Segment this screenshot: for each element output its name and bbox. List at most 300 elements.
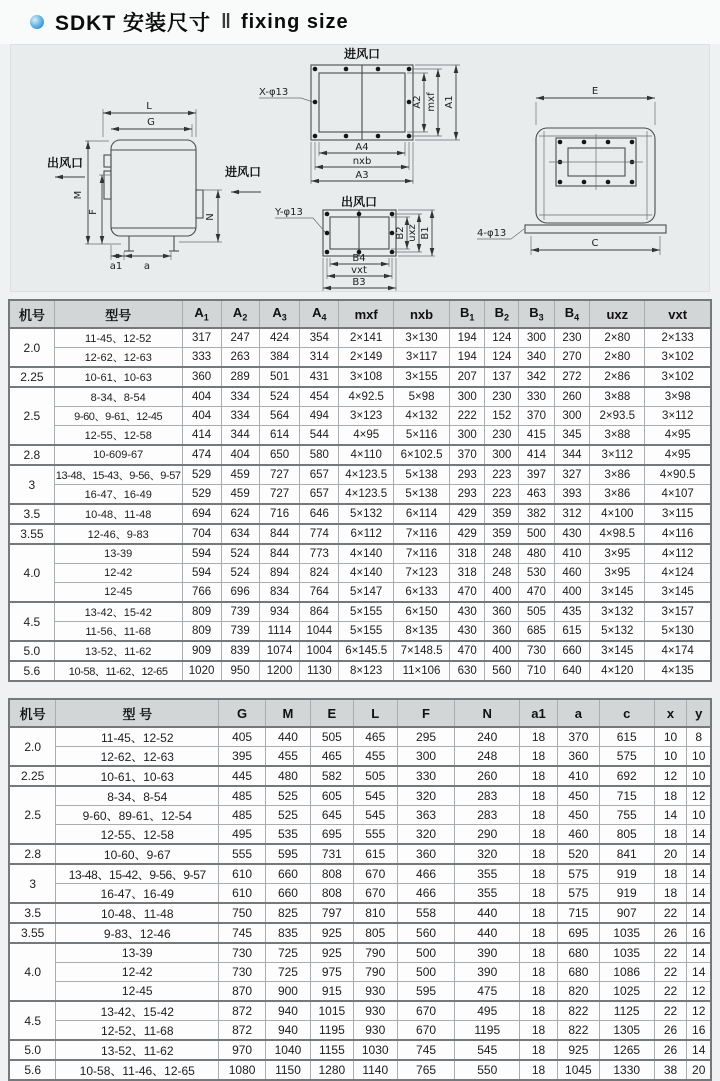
value-cell: 410 [554,544,590,564]
model-cell: 13-52、11-62 [56,1040,219,1060]
value-cell: 14 [687,943,711,963]
value-cell: 430 [449,602,485,622]
value-cell: 2×86 [590,367,645,387]
value-cell: 739 [221,602,259,622]
value-cell: 844 [259,544,300,564]
value-cell: 14 [687,903,711,923]
model-cell: 12-42 [56,963,219,982]
value-cell: 835 [266,923,311,943]
table-row [9,903,711,923]
value-cell: 950 [221,661,259,681]
value-cell: 390 [455,963,520,982]
model-cell: 9-60、9-61、12-45 [54,407,182,426]
value-cell: 940 [266,1001,311,1021]
value-cell: 1035 [599,923,654,943]
value-cell: 4×95 [645,445,711,465]
value-cell: 466 [397,864,455,884]
value-cell: 194 [449,348,485,368]
model-cell: 12-42 [54,564,182,583]
hole-label-x: X-φ13 [259,87,289,98]
value-cell: 3×88 [590,387,645,407]
model-cell: 8-34、8-54 [54,387,182,407]
value-cell: 485 [219,786,266,806]
column-header: 机号 [9,300,54,328]
value-cell: 505 [310,727,353,747]
value-cell: 300 [519,328,555,348]
value-cell: 870 [219,982,266,1002]
value-cell: 359 [485,504,519,524]
model-cell: 12-62、12-63 [54,348,182,368]
dim-label-B4: B4 [352,253,366,264]
value-cell: 18 [520,884,558,904]
value-cell: 1265 [599,1040,654,1060]
value-cell: 370 [519,407,555,426]
dim-label-E: E [591,86,599,97]
value-cell: 293 [449,485,485,505]
value-cell: 805 [599,825,654,845]
value-cell: 692 [599,766,654,786]
value-cell: 14 [687,963,711,982]
dim-label-A4: A4 [355,142,369,153]
value-cell: 342 [519,367,555,387]
value-cell: 774 [300,524,339,544]
value-cell: 680 [557,963,599,982]
value-cell: 575 [599,747,654,767]
value-cell: 6×145.5 [339,641,394,661]
value-cell: 1086 [599,963,654,982]
value-cell: 283 [455,806,520,825]
inlet-flange-view [259,46,460,184]
value-cell: 263 [221,348,259,368]
value-cell: 1040 [266,1040,311,1060]
value-cell: 4×92.5 [339,387,394,407]
value-cell: 841 [599,844,654,864]
value-cell: 16 [687,1021,711,1041]
value-cell: 344 [554,445,590,465]
value-cell: 8×135 [394,622,450,642]
value-cell: 640 [554,661,590,681]
value-cell: 4×174 [645,641,711,661]
column-header: $A_3$ [259,300,300,328]
value-cell: 3×132 [590,602,645,622]
value-cell: 405 [219,727,266,747]
column-header: M [266,699,311,727]
model-cell: 12-55、12-58 [56,825,219,845]
value-cell: 248 [455,747,520,767]
value-cell: 3×95 [590,564,645,583]
value-cell: 739 [221,622,259,642]
model-cell: 10-58、11-62、12-65 [54,661,182,681]
value-cell: 5×116 [394,426,450,446]
value-cell: 4×116 [645,524,711,544]
value-cell: 975 [310,963,353,982]
value-cell: 500 [397,943,455,963]
value-cell: 765 [397,1060,455,1080]
value-cell: 646 [300,504,339,524]
value-cell: 470 [449,583,485,603]
model-cell: 16-47、16-49 [56,884,219,904]
value-cell: 505 [353,766,397,786]
value-cell: 317 [182,328,221,348]
value-cell: 872 [219,1001,266,1021]
size-cell: 2.5 [9,387,54,445]
value-cell: 529 [182,485,221,505]
value-cell: 463 [519,485,555,505]
value-cell: 4×140 [339,544,394,564]
column-header: uxz [590,300,645,328]
value-cell: 810 [353,903,397,923]
value-cell: 4×107 [645,485,711,505]
table-row [9,923,711,943]
dim-label-B1: B1 [420,226,431,240]
page-title: SDKT 安装尺寸 [55,12,211,35]
value-cell: 919 [599,884,654,904]
value-cell: 2×149 [339,348,394,368]
value-cell: 555 [353,825,397,845]
dim-label-nxb: nxb [352,156,372,167]
value-cell: 4×95 [339,426,394,446]
value-cell: 5×130 [645,622,711,642]
value-cell: 340 [519,348,555,368]
value-cell: 808 [310,864,353,884]
value-cell: 624 [221,504,259,524]
title-separator: ‖ [221,10,231,33]
table-row [9,641,711,661]
value-cell: 431 [300,367,339,387]
value-cell: 137 [485,367,519,387]
value-cell: 440 [455,903,520,923]
value-cell: 610 [219,884,266,904]
value-cell: 18 [654,884,687,904]
model-cell: 16-47、16-49 [54,485,182,505]
model-cell: 11-45、12-52 [56,727,219,747]
value-cell: 4×100 [590,504,645,524]
value-cell: 390 [455,943,520,963]
value-cell: 809 [182,622,221,642]
value-cell: 400 [554,583,590,603]
table-row [9,426,711,446]
value-cell: 564 [259,407,300,426]
value-cell: 1140 [353,1060,397,1080]
value-cell: 790 [353,943,397,963]
value-cell: 207 [449,367,485,387]
value-cell: 429 [449,524,485,544]
value-cell: 410 [557,766,599,786]
value-cell: 360 [557,747,599,767]
value-cell: 535 [266,825,311,845]
value-cell: 650 [259,445,300,465]
value-cell: 4×120 [590,661,645,681]
value-cell: 393 [554,485,590,505]
value-cell: 4×110 [339,445,394,465]
dim-label-mxf: mxf [426,92,437,112]
value-cell: 1074 [259,641,300,661]
value-cell: 470 [519,583,555,603]
column-header: $A_1$ [182,300,221,328]
value-cell: 360 [397,844,455,864]
value-cell: 6×112 [339,524,394,544]
size-cell: 4.0 [9,943,56,1001]
value-cell: 645 [310,806,353,825]
value-cell: 18 [654,786,687,806]
value-cell: 3×88 [590,426,645,446]
diagram-panel [10,44,710,292]
table-row [9,328,711,348]
value-cell: 5×132 [590,622,645,642]
value-cell: 594 [182,564,221,583]
model-cell: 12-55、12-58 [54,426,182,446]
value-cell: 660 [266,884,311,904]
value-cell: 7×123 [394,564,450,583]
value-cell: 930 [353,982,397,1002]
value-cell: 18 [520,1040,558,1060]
value-cell: 560 [397,923,455,943]
dim-label-L: L [146,101,152,112]
value-cell: 1025 [599,982,654,1002]
value-cell: 3×123 [339,407,394,426]
model-cell: 12-45 [56,982,219,1002]
value-cell: 530 [519,564,555,583]
column-header: vxt [645,300,711,328]
value-cell: 300 [485,445,519,465]
value-cell: 124 [485,328,519,348]
value-cell: 404 [182,387,221,407]
value-cell: 727 [259,465,300,485]
value-cell: 915 [310,982,353,1002]
value-cell: 248 [485,564,519,583]
value-cell: 704 [182,524,221,544]
value-cell: 293 [449,465,485,485]
value-cell: 3×112 [590,445,645,465]
value-cell: 6×102.5 [394,445,450,465]
model-cell: 10-60、9-67 [56,844,219,864]
value-cell: 5×98 [394,387,450,407]
value-cell: 657 [300,485,339,505]
value-cell: 1195 [455,1021,520,1041]
dim-label-C: C [591,238,599,249]
value-cell: 22 [654,1001,687,1021]
table-row [9,884,711,904]
value-cell: 715 [599,786,654,806]
front-view [525,86,666,255]
value-cell: 300 [449,387,485,407]
value-cell: 4×135 [645,661,711,681]
column-header: $B_2$ [485,300,519,328]
value-cell: 18 [520,903,558,923]
value-cell: 715 [557,903,599,923]
value-cell: 230 [554,328,590,348]
model-cell: 13-48、15-42、9-56、9-57 [56,864,219,884]
value-cell: 1150 [266,1060,311,1080]
model-cell: 13-39 [56,943,219,963]
value-cell: 334 [221,407,259,426]
value-cell: 240 [455,727,520,747]
table-row [9,622,711,642]
value-cell: 1125 [599,1001,654,1021]
value-cell: 695 [310,825,353,845]
table-row [9,602,711,622]
column-header: $B_1$ [449,300,485,328]
size-cell: 2.25 [9,766,56,786]
table-row [9,786,711,806]
value-cell: 3×86 [590,485,645,505]
dim-label-M: M [73,190,84,200]
value-cell: 248 [485,544,519,564]
value-cell: 710 [519,661,555,681]
table-row [9,564,711,583]
value-cell: 614 [259,426,300,446]
value-cell: 524 [221,544,259,564]
model-cell: 10-609-67 [54,445,182,465]
value-cell: 4×123.5 [339,485,394,505]
value-cell: 925 [557,1040,599,1060]
column-header: x [654,699,687,727]
model-cell: 13-48、15-43、9-56、9-57 [54,465,182,485]
size-cell: 5.6 [9,661,54,681]
page-subtitle: fixing size [240,10,349,33]
value-cell: 3×145 [645,583,711,603]
value-cell: 5×155 [339,622,394,642]
model-cell: 13-39 [54,544,182,564]
value-cell: 3×102 [645,367,711,387]
value-cell: 459 [221,485,259,505]
column-header: c [599,699,654,727]
value-cell: 615 [353,844,397,864]
value-cell: 930 [353,1001,397,1021]
value-cell: 430 [554,524,590,544]
value-cell: 334 [221,387,259,407]
value-cell: 20 [654,844,687,864]
value-cell: 384 [259,348,300,368]
value-cell: 194 [449,328,485,348]
value-cell: 3×112 [645,407,711,426]
value-cell: 480 [266,766,311,786]
air-outlet-label-left: 出风口 [47,156,84,170]
title-bullet-icon [30,15,44,29]
value-cell: 290 [455,825,520,845]
value-cell: 345 [554,426,590,446]
value-cell: 223 [485,465,519,485]
value-cell: 260 [554,387,590,407]
value-cell: 495 [455,1001,520,1021]
value-cell: 222 [449,407,485,426]
value-cell: 660 [266,864,311,884]
value-cell: 494 [300,407,339,426]
column-header: E [310,699,353,727]
value-cell: 430 [449,622,485,642]
model-cell: 10-61、10-63 [56,766,219,786]
value-cell: 5×138 [394,485,450,505]
value-cell: 970 [219,1040,266,1060]
value-cell: 5×132 [339,504,394,524]
value-cell: 5×147 [339,583,394,603]
dim-label-A3: A3 [355,170,369,181]
value-cell: 474 [182,445,221,465]
value-cell: 424 [259,328,300,348]
value-cell: 18 [520,747,558,767]
column-header: $A_4$ [300,300,339,328]
size-cell: 3.55 [9,524,54,544]
value-cell: 1330 [599,1060,654,1080]
value-cell: 18 [520,766,558,786]
value-cell: 12 [687,982,711,1002]
value-cell: 1004 [300,641,339,661]
value-cell: 450 [557,786,599,806]
value-cell: 872 [219,1021,266,1041]
value-cell: 152 [485,407,519,426]
value-cell: 657 [300,465,339,485]
value-cell: 634 [221,524,259,544]
value-cell: 6×133 [394,583,450,603]
value-cell: 822 [557,1001,599,1021]
value-cell: 22 [654,903,687,923]
value-cell: 460 [554,564,590,583]
fixing-diagram-svg [11,45,709,291]
value-cell: 230 [485,387,519,407]
value-cell: 3×86 [590,465,645,485]
value-cell: 934 [259,602,300,622]
value-cell: 834 [259,583,300,603]
table-row [9,661,711,681]
value-cell: 660 [554,641,590,661]
value-cell: 764 [300,583,339,603]
value-cell: 460 [557,825,599,845]
column-header: N [455,699,520,727]
value-cell: 318 [449,564,485,583]
value-cell: 4×124 [645,564,711,583]
column-header: L [353,699,397,727]
value-cell: 10 [687,806,711,825]
value-cell: 2×141 [339,328,394,348]
value-cell: 330 [519,387,555,407]
model-cell: 10-48、11-48 [54,504,182,524]
value-cell: 7×116 [394,524,450,544]
value-cell: 230 [485,426,519,446]
value-cell: 560 [485,661,519,681]
value-cell: 1080 [219,1060,266,1080]
table-row [9,943,711,963]
value-cell: 731 [310,844,353,864]
value-cell: 370 [449,445,485,465]
value-cell: 8×123 [339,661,394,681]
value-cell: 8 [687,727,711,747]
value-cell: 312 [554,504,590,524]
value-cell: 18 [520,727,558,747]
value-cell: 18 [520,923,558,943]
value-cell: 1045 [557,1060,599,1080]
value-cell: 1155 [310,1040,353,1060]
value-cell: 10 [654,747,687,767]
table-row [9,825,711,845]
size-cell: 3.55 [9,923,56,943]
table-row [9,445,711,465]
dimension-table-2 [8,698,712,1081]
value-cell: 4×95 [645,426,711,446]
value-cell: 355 [455,884,520,904]
value-cell: 12 [687,786,711,806]
value-cell: 1200 [259,661,300,681]
value-cell: 320 [397,786,455,806]
table-row [9,387,711,407]
value-cell: 370 [557,727,599,747]
dim-label-A1: A1 [444,95,455,109]
value-cell: 610 [219,864,266,884]
value-cell: 454 [300,387,339,407]
table-row [9,747,711,767]
value-cell: 805 [353,923,397,943]
value-cell: 550 [455,1060,520,1080]
value-cell: 247 [221,328,259,348]
